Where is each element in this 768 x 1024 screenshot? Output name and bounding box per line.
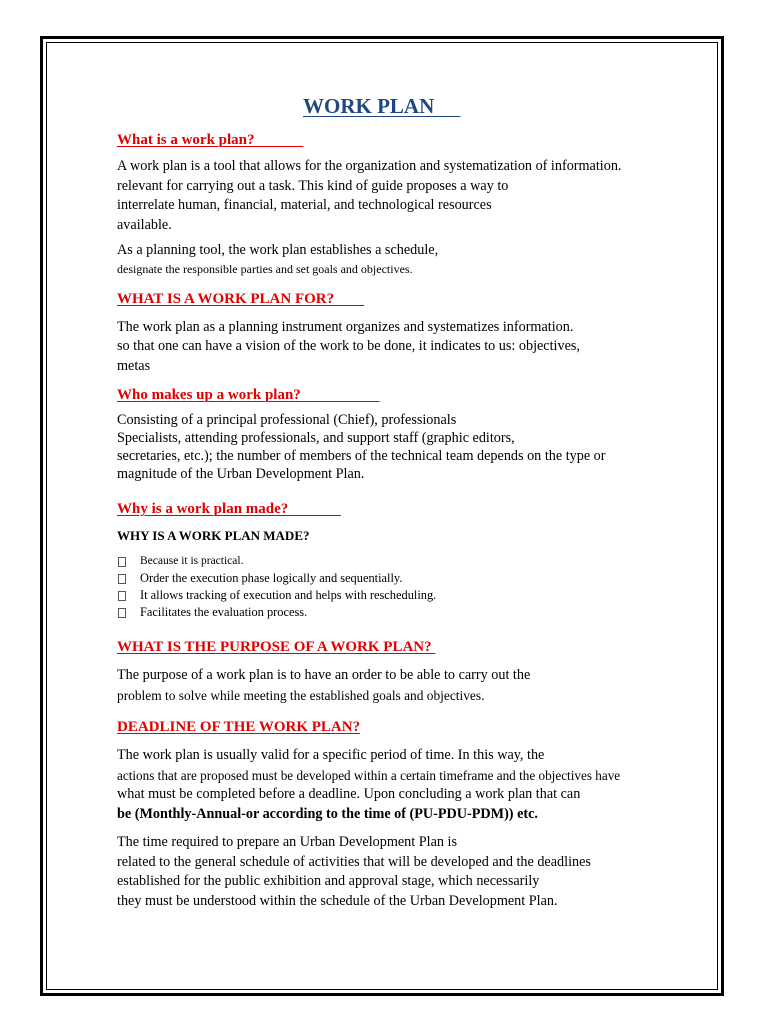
text-line: Specialists, attending professionals, and support staff (graphic editors, — [117, 430, 515, 446]
text-line: they must be understood within the schedule of the Urban Development Plan. — [117, 892, 558, 909]
paragraph-purpose — [117, 666, 677, 705]
list-item-text: It allows tracking of execution and helps with rescheduling. — [140, 588, 437, 602]
text-line: related to the general schedule of activities that will be developed and the deadlines — [117, 853, 591, 870]
text-line: interrelate human, financial, material, and technological resources — [117, 197, 492, 213]
text-line: established for the public exhibition and approval stage, which necessarily — [117, 873, 540, 889]
text-line: be (Monthly-Annual-or according to the time of (PU-PDU-PDM)) etc. — [117, 805, 538, 822]
bullet-box-icon — [118, 608, 126, 618]
paragraph-who-makes-up — [117, 411, 677, 483]
text-line: As a planning tool, the work plan establishes a schedule, — [117, 242, 439, 258]
heading-purpose: WHAT IS THE PURPOSE OF A WORK PLAN? — [117, 639, 436, 655]
text-line: actions that are proposed must be developed within a certain timeframe and the objectives have — [117, 767, 621, 783]
list-item — [117, 604, 677, 621]
text-line: secretaries, etc.); the number of members of the technical team depends on the type or — [117, 448, 606, 464]
heading-work-plan-for: WHAT IS A WORK PLAN FOR? — [117, 290, 365, 307]
text-line: available. — [117, 216, 172, 233]
text-line: so that one can have a vision of the work to be done, it indicates to us: objectives, — [117, 338, 580, 354]
bullet-box-icon — [118, 557, 126, 567]
text-line: The work plan is usually valid for a specific period of time. In this way, the — [117, 747, 545, 763]
document-body — [117, 92, 677, 911]
paragraph-definition — [117, 157, 677, 235]
list-item — [117, 553, 677, 570]
text-line: The work plan as a planning instrument organizes and systematizes information. — [117, 318, 574, 335]
paragraph-deadline — [117, 746, 677, 824]
list-item-text: Order the execution phase logically and sequentially. — [140, 571, 403, 585]
list-item — [117, 587, 677, 604]
text-line: The purpose of a work plan is to have an order to be able to carry out the — [117, 667, 531, 683]
text-line: A work plan is a tool that allows for the organization and systematization of information. — [117, 158, 622, 174]
text-line: problem to solve while meeting the established goals and objectives. — [117, 687, 485, 703]
text-line: relevant for carrying out a task. This kind of guide proposes a way to — [117, 177, 509, 194]
list-item — [117, 570, 677, 587]
paragraph-planning-tool — [117, 241, 677, 277]
text-line: designate the responsible parties and set goals and objectives. — [117, 261, 413, 276]
text-line: magnitude of the Urban Development Plan. — [117, 466, 365, 482]
list-item-text: Because it is practical. — [140, 555, 244, 567]
heading-why-made: Why is a work plan made? — [117, 501, 341, 517]
paragraph-work-plan-for — [117, 318, 677, 377]
subheading-why-made: WHY IS A WORK PLAN MADE? — [117, 528, 310, 543]
document-title: WORK PLAN — [303, 94, 461, 118]
list-item-text: Facilitates the evaluation process. — [140, 605, 308, 619]
text-line: metas — [117, 357, 151, 374]
paragraph-time-required — [117, 833, 677, 911]
text-line: Consisting of a principal professional (Chief), professionals — [117, 412, 457, 428]
text-line: what must be completed before a deadline. Upon concluding a work plan that can — [117, 786, 581, 802]
bullet-box-icon — [118, 574, 126, 584]
heading-what-is-work-plan: What is a work plan? — [117, 132, 304, 148]
bullet-box-icon — [118, 591, 126, 601]
heading-deadline: DEADLINE OF THE WORK PLAN? — [117, 719, 361, 735]
reasons-list — [117, 553, 677, 621]
heading-who-makes-up: Who makes up a work plan? — [117, 387, 380, 403]
text-line: The time required to prepare an Urban Development Plan is — [117, 834, 457, 850]
